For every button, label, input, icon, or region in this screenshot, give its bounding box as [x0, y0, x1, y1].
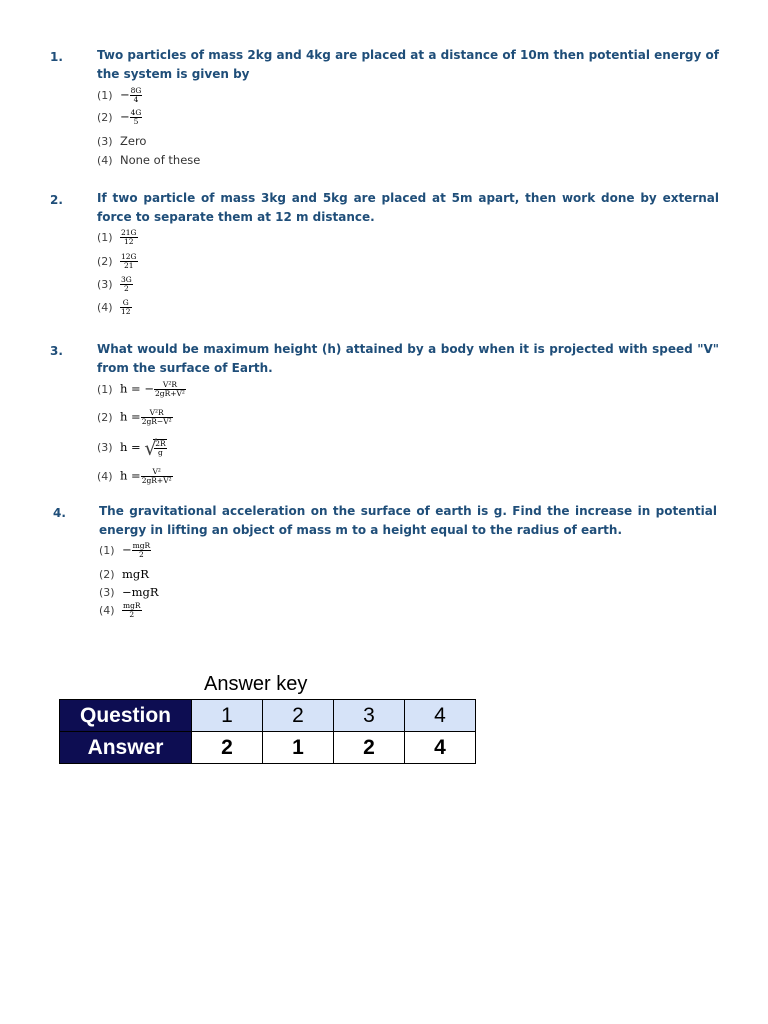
option-4: (4) None of these	[97, 153, 201, 167]
question-cell: 1	[192, 700, 263, 732]
option-4: (4) $\frac{\text{mgR}}{2}$	[99, 601, 141, 619]
answer-cell: 2	[192, 732, 263, 764]
answer-key-table	[59, 699, 476, 764]
square-root: √ $\frac{2R}{g}$	[144, 436, 166, 460]
question-number: 1.	[50, 50, 63, 64]
option-1: (1) − $\frac{8G}{4}$	[97, 86, 142, 104]
question-text: The gravitational acceleration on the surface of earth is g. Find the increase in potential energy in lifting an object of mass m to a height equal to the radius of earth.	[99, 504, 717, 537]
question-cell: 2	[263, 700, 334, 732]
answer-cell: 2	[334, 732, 405, 764]
option-1: (1) $\frac{21G}{12}$	[97, 228, 137, 246]
option-3: (3) $\frac{3G}{2}$	[97, 275, 132, 293]
fraction: $\frac{\text{mgR}}{2}$	[132, 541, 151, 559]
option-2: (2) h = $\frac{\text{V²R}}{\text{2gR−V²}}$	[97, 408, 172, 426]
fraction: $\frac{12G}{21}$	[121, 252, 137, 270]
option-2: (2) − $\frac{4G}{5}$	[97, 108, 142, 126]
question-cell: 4	[405, 700, 476, 732]
option-3: (3) Zero	[97, 134, 147, 148]
fraction: $\frac{4G}{5}$	[130, 108, 142, 126]
question-number: 4.	[53, 506, 66, 520]
question-row	[60, 700, 476, 732]
fraction: $\frac{\text{V²R}}{\text{2gR−V²}}$	[141, 408, 172, 426]
fraction: $\frac{21G}{12}$	[121, 228, 137, 246]
fraction: $\frac{\text{V²}}{\text{2gR+V²}}$	[141, 467, 172, 485]
question-text: If two particle of mass 3kg and 5kg are placed at 5m apart, then work done by external force to separate them at 12 m distance.	[97, 191, 719, 224]
option-3: (3) −mgR	[99, 585, 159, 599]
fraction: $\frac{8G}{4}$	[130, 86, 142, 104]
option-2: (2) $\frac{12G}{21}$	[97, 252, 137, 270]
fraction: $\frac{\text{V²R}}{\text{2gR+V²}}$	[155, 380, 185, 398]
answer-row	[60, 732, 476, 764]
question-number: 2.	[50, 193, 63, 207]
row-label-question: Question	[60, 700, 192, 732]
question-number: 3.	[50, 344, 63, 358]
option-1: (1) − $\frac{\text{mgR}}{2}$	[99, 541, 151, 559]
question-text: What would be maximum height (h) attained by a body when it is projected with speed "V" from the surface of Earth.	[97, 342, 719, 375]
answer-key-title: Answer key	[204, 673, 308, 695]
answer-cell: 1	[263, 732, 334, 764]
fraction: $\frac{3G}{2}$	[121, 275, 132, 293]
row-label-answer: Answer	[60, 732, 192, 764]
option-1: (1) h = − $\frac{\text{V²R}}{\text{2gR+V²}}$	[97, 380, 185, 398]
option-4: (4) h = $\frac{\text{V²}}{\text{2gR+V²}}$	[97, 467, 172, 485]
answer-cell: 4	[405, 732, 476, 764]
option-4: (4) $\frac{G}{12}$	[97, 298, 131, 316]
option-3: (3) h = √ $\frac{2R}{g}$	[97, 436, 166, 460]
question-cell: 3	[334, 700, 405, 732]
fraction: $\frac{G}{12}$	[121, 298, 131, 316]
option-2: (2) mgR	[99, 567, 149, 581]
fraction: $\frac{\text{mgR}}{2}$	[123, 601, 141, 619]
question-text: Two particles of mass 2kg and 4kg are placed at a distance of 10m then potential energy of the system is given by	[97, 48, 719, 81]
